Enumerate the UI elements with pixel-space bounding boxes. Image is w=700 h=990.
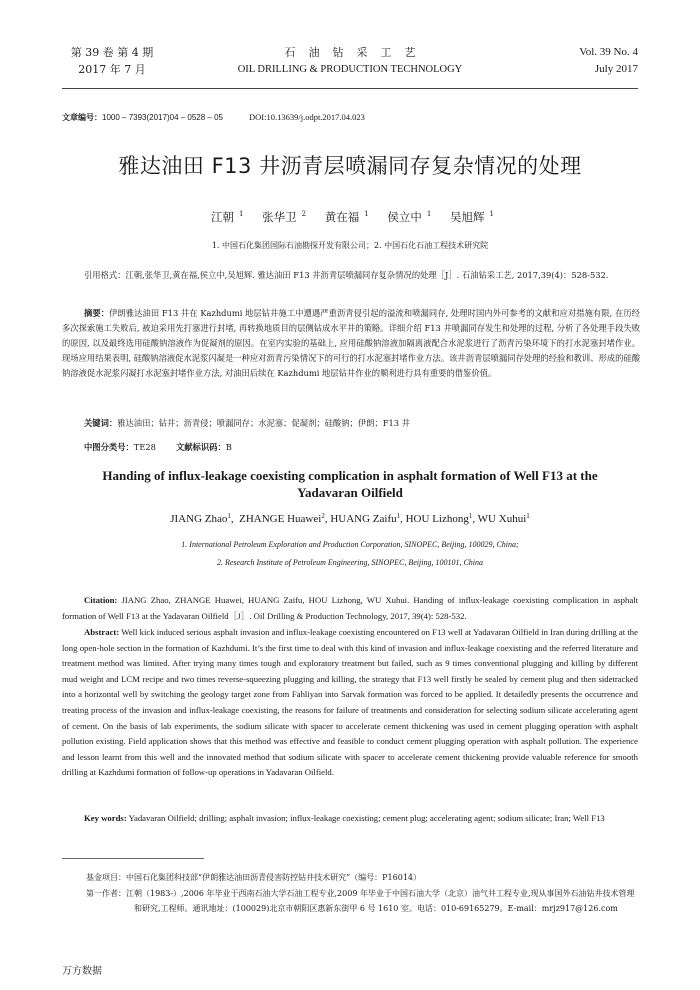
abstract-cn-label: 摘要：: [84, 308, 110, 318]
author-affil-sup: 1: [364, 210, 369, 218]
author-name: JIANG Zhao: [170, 513, 228, 525]
author-name: 侯立中: [387, 210, 422, 224]
author-cn: [445, 210, 494, 224]
keywords-cn-text: 雅达油田；钻井；沥青侵；喷漏同存；水泥塞；促凝剂；硅酸钠；伊朗；F13 井: [117, 418, 410, 428]
citation-cn-text: 江朝,张华卫,黄在福,侯立中,吴旭辉. 雅达油田 F13 井沥青层喷漏同存复杂情况的处理［J］. 石油钻采工艺, 2017,39(4)：528-532.: [125, 270, 609, 280]
date-cn: 2017 年 7 月: [78, 63, 146, 76]
keywords-en-text: Yadavaran Oilfield; drilling; asphalt invasion; influx-leakage coexisting; cement plug; accelerating agent; sodium silicate; Iran; Well F13: [128, 813, 605, 823]
first-author-label: 第一作者：: [86, 889, 126, 898]
author-en: JIANG Zhao$^1$,: [170, 512, 240, 525]
journal-name-cn: 石油钻采工艺: [284, 46, 429, 59]
header-right: [579, 44, 638, 78]
author-cn: [257, 210, 306, 224]
abstract-cn: [62, 306, 640, 381]
running-header: [62, 44, 638, 86]
author-en: HUANG Zaifu$^1$,: [330, 512, 406, 525]
author-affil-sup: 1: [489, 210, 494, 218]
author-name: 吴旭辉: [450, 210, 485, 224]
journal-name-en: OIL DRILLING & PRODUCTION TECHNOLOGY: [237, 64, 463, 75]
keywords-cn-label: 关键词：: [84, 418, 118, 428]
funding-text: 中国石化集团科技部“伊朗雅达油田沥青侵害防控钻井技术研究”（编号：P16014）: [126, 873, 422, 882]
citation-en-text: JIANG Zhao, ZHANGE Huawei, HUANG Zaifu, HOU Lizhong, WU Xuhui. Handing of influx-leakage coexisting complication in asphalt formation of Well F13 at the Yadavaran Oilfield［J］. Oil Drilling & Production Technology, 2017, 39(4): 528-532.: [62, 595, 639, 621]
citation-en-label: Citation:: [84, 595, 118, 605]
author-name: HOU Lizhong: [405, 513, 469, 525]
date-en: July 2017: [594, 63, 638, 75]
citation-cn-label: 引用格式：: [84, 270, 126, 280]
author-affil-sup: 2: [321, 512, 325, 520]
abstract-cn-text: 伊朗雅达油田 F13 井在 Kazhdumi 地层钻井施工中遭遇严重沥青侵引起的溢流和喷漏同存, 处理时国内外可参考的文献和应对措施有限, 在历经多次探索施工失败后, 被迫采用先打塞进行封堵, 再转换地质目的层侧钻成水平井的策略。详细介绍 F13 井喷漏同存发生和处理的过程, 分析了各处理手段失败的原因, 以及最终选用硅酸钠溶液作为促凝剂的原因。在室内实验的基础上, 应用硅酸钠溶液加隔离液配合水泥浆进行了沥青污染环境下的打水泥塞封堵作业。现场应用结果表明, 硅酸钠溶液促水泥浆闪凝是一种应对沥青污染情况下的可行的打水泥塞封堵作业方法。该井沥青层喷漏同存处理的经验和教训、形成的硅酸钠溶液促水泥浆闪凝打水泥塞封堵作业方法, 对油田后续在 Kazhdumi 地层钻井作业的顺利进行具有重要的借鉴价值。: [62, 308, 640, 378]
header-divider: [62, 88, 638, 89]
keywords-en-label: Key words:: [84, 813, 127, 823]
abstract-en-label: Abstract:: [84, 627, 120, 637]
article-number: 1000 – 7393(2017)04 – 0528 – 05: [102, 113, 223, 122]
article-info: [62, 112, 365, 123]
title-cn: 雅达油田 F13 井沥青层喷漏同存复杂情况的处理: [118, 154, 582, 178]
author-affil-sup: 1: [468, 512, 473, 520]
article-number-label: 文章编号：: [62, 113, 102, 122]
authors-cn: [0, 209, 700, 225]
author-affil-sup: 1: [396, 512, 401, 520]
keywords-cn: [62, 416, 640, 431]
classification: [84, 441, 232, 453]
footnote-funding: [86, 870, 640, 885]
author-cn: [320, 210, 369, 224]
author-name: 江朝: [211, 210, 235, 224]
affiliation-en-1: 1. International Petroleum Exploration and Production Corporation, SINOPEC, Beijing, 100029, China;: [181, 540, 519, 549]
volume-issue-cn: 第 39 卷 第 4 期: [70, 46, 154, 59]
citation-en: [62, 593, 638, 624]
citation-cn: [62, 268, 640, 283]
author-cn: [382, 210, 431, 224]
author-affil-sup: 2: [301, 210, 307, 218]
clc-label: 中图分类号：: [84, 442, 134, 452]
header-center: [62, 44, 638, 78]
keywords-en: [62, 811, 638, 827]
watermark: 万方数据: [62, 966, 102, 977]
first-author-text: 江朝（1983-）,2006 年毕业于西南石油大学石油工程专业,2009 年毕业于中国石油大学（北京）油气井工程专业,现从事国外石油钻井技术管理和研究,工程师。通讯地址：(100029)北京市朝阳区惠新东街甲 6 号 1610 室。电话：010-69165279。E-mail：mrjz917@126.com: [126, 889, 635, 913]
author-name: ZHANGE Huawei: [239, 513, 322, 525]
author-affil-sup: 1: [426, 210, 432, 218]
author-name: HUANG Zaifu: [330, 513, 397, 525]
document-code-label: 文献标识码：: [175, 442, 226, 452]
affiliation-en-2: 2. Research Institute of Petroleum Engineering, SINOPEC, Beijing, 100101, China: [216, 558, 484, 567]
affiliation-cn: 1. 中国石化集团国际石油勘探开发有限公司；2. 中国石化石油工程技术研究院: [211, 241, 489, 250]
author-name: 黄在福: [324, 210, 360, 224]
author-en: HOU Lizhong$^1$,: [405, 512, 478, 525]
authors-en: [0, 512, 700, 525]
doi: DOI:10.13639/j.odpt.2017.04.023: [249, 112, 365, 122]
footnote-first-author: [86, 886, 640, 916]
volume-issue-en: Vol. 39 No. 4: [579, 46, 638, 58]
author-affil-sup: 1: [239, 210, 244, 218]
funding-label: 基金项目：: [86, 873, 126, 882]
author-cn: [206, 210, 243, 224]
title-en: Handing of influx-leakage coexisting complication in asphalt formation of Well F13 at the Yadavaran Oilfield: [102, 468, 598, 500]
author-en: [478, 513, 530, 525]
author-name: 张华卫: [262, 210, 297, 224]
author-affil-sup: 1: [526, 512, 530, 520]
author-name: WU Xuhui: [477, 513, 527, 525]
author-en: ZHANGE Huawei$^2$,: [239, 512, 331, 525]
abstract-en: [62, 625, 638, 781]
abstract-en-text: Well kick induced serious asphalt invasion and influx-leakage coexisting encountered on F13 well at Yadavaran Oilfield in Iran during drilling at the long open-hole section in the formation of Kazhdumi. It’s the first time to deal with this kind of invasion and influx-leakage coexisting and the referred literature and treatment method was limited. After trying many times tough and exploratory treatment but failed, such as 9 times conventional plugging and killing by different mud weight and LCM recipe and two times reverse-squeezing plugging and killing, the strategy that F13 well firstly be sealed by cement plug and then sidetracked into a horizontal well by switching the geology target zone from Fahliyan into Sarvak formation was forced to be applied. It detailedly presents the occurrence and treating process of the invasion and influx-leakage coexisting, the reasons for failure of treatments and consideration for selecting sodium silicate accelerating agent of cement. On the basis of lab experiments, the sodium silicate with spacer to accelerate cement thickening was used in cement plugging operation with asphalt pollution existing. Field application shows that this method was effective and feasible to conduct cement plugging operation with asphalt pollution. The experience and lesson learnt from this well and the innovated method that sodium silicate with spacer to accelerate cement thickening provide valuable reference for smooth drilling at Kazhdumi formation of follow-up operations in Yadavaran Oilfield.: [62, 627, 638, 778]
author-affil-sup: 1: [227, 512, 231, 520]
clc-number: TE28: [133, 442, 156, 452]
document-code: B: [225, 442, 232, 452]
footnote-divider: [62, 858, 204, 859]
